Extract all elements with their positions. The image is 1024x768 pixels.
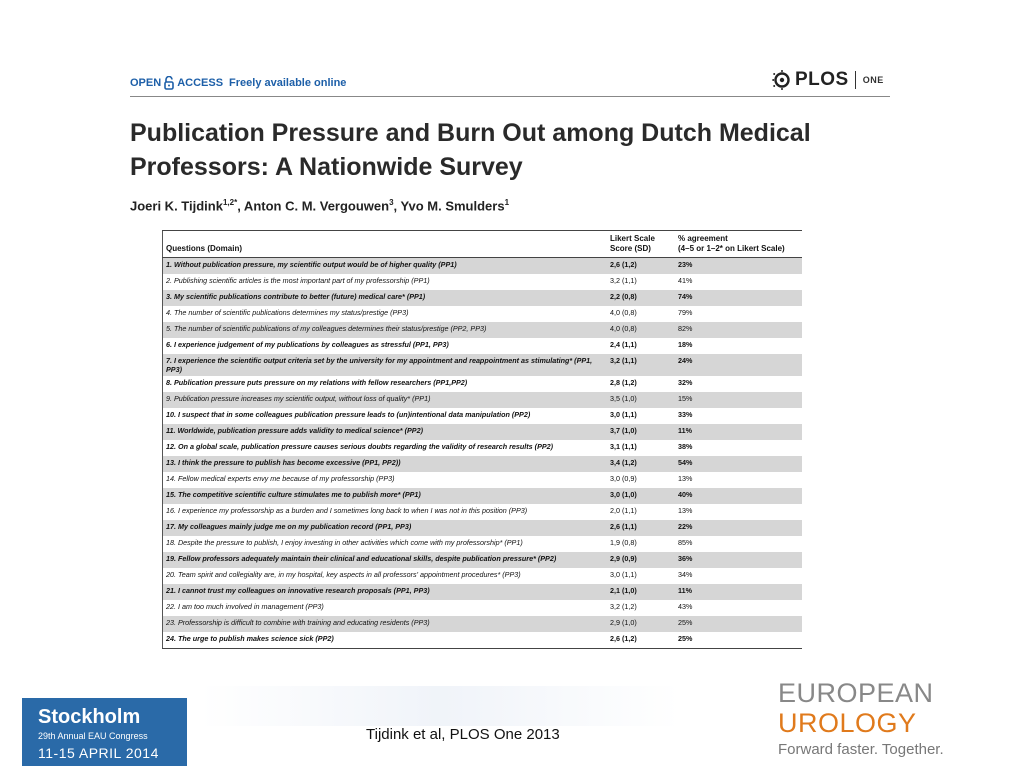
paper-title: Publication Pressure and Burn Out among Dutch Medical Professors: A Nationwide Survey	[130, 119, 811, 181]
agreement-cell: 22%	[675, 520, 802, 536]
question-cell: 18. Despite the pressure to publish, I enjoy investing in other activities which come with my professorship* (PP1)	[166, 538, 523, 547]
score-cell: 2,6 (1,2)	[607, 258, 675, 275]
author-name: , Yvo M. Smulders	[393, 198, 505, 214]
score-cell: 3,4 (1,2)	[607, 456, 675, 472]
agreement-cell: 33%	[678, 410, 693, 419]
open-access-banner	[130, 76, 346, 90]
score-cell: 2,6 (1,1)	[607, 520, 675, 536]
agreement-cell: 24%	[675, 354, 802, 376]
score-cell: 1,9 (0,8)	[610, 538, 637, 547]
table-row	[163, 552, 803, 568]
score-cell: 2,6 (1,2)	[607, 632, 675, 649]
author-list	[130, 198, 509, 213]
table-row	[163, 322, 803, 338]
plos-one-logo	[772, 69, 884, 91]
question-cell: 4. The number of scientific publications determines my status/prestige (PP3)	[166, 308, 409, 317]
score-cell: 2,9 (1,0)	[607, 616, 675, 632]
question-cell: 14. Fellow medical experts envy me because of my professorship (PP3)	[166, 474, 395, 483]
question-cell: 15. The competitive scientific culture stimulates me to publish more* (PP1)	[163, 488, 608, 504]
oa-access-label: ACCESS	[177, 77, 224, 89]
question-cell: 17. My colleagues mainly judge me on my publication record (PP1, PP3)	[163, 520, 608, 536]
question-cell: 6. I experience judgement of my publications by colleagues as stressful (PP1, PP3)	[166, 340, 449, 349]
congress-city: Stockholm	[38, 706, 141, 728]
agreement-cell: 38%	[678, 442, 693, 451]
table-row	[163, 392, 803, 408]
table-row	[163, 440, 803, 456]
score-cell: 2,2 (0,8)	[607, 290, 675, 306]
header-agree-line1: % agreement	[678, 234, 728, 243]
table-row	[163, 354, 803, 376]
header-score-line1: Likert Scale	[610, 234, 655, 243]
table-row	[163, 520, 803, 536]
author-name: Joeri K. Tijdink	[130, 198, 223, 214]
table-row	[163, 504, 803, 520]
table-row	[163, 306, 803, 322]
question-cell: 7. I experience the scientific output criteria set by the university for my appointment and reappointment as stimulating* (PP1, PP3)	[163, 354, 608, 376]
congress-dates: 11-15 APRIL 2014	[38, 745, 159, 761]
eu-logo-line2: UROLOGY	[778, 708, 917, 738]
question-cell: 20. Team spirit and collegiality are, in my hospital, key aspects in all professors' appointment procedures* (PP3)	[166, 570, 521, 579]
open-lock-icon	[164, 76, 174, 90]
logo-divider	[855, 71, 856, 89]
score-cell: 3,0 (1,0)	[607, 488, 675, 504]
score-cell: 3,2 (1,1)	[610, 276, 637, 285]
author-name: , Anton C. M. Vergouwen	[237, 198, 390, 214]
question-cell: 12. On a global scale, publication pressure causes serious doubts regarding the validity of research results (PP2)	[166, 442, 554, 451]
european-urology-logo	[778, 678, 944, 762]
agreement-cell: 11%	[675, 584, 802, 600]
table-row	[163, 424, 803, 440]
table-row	[163, 600, 803, 616]
table-row	[163, 632, 803, 649]
score-cell: 3,0 (0,9)	[610, 474, 637, 483]
plos-word: PLOS	[795, 69, 849, 90]
eu-tagline: Forward faster. Together.	[778, 741, 944, 758]
agreement-cell: 25%	[675, 632, 802, 649]
table-row	[163, 568, 803, 584]
table-row	[163, 338, 803, 354]
agreement-cell: 40%	[675, 488, 802, 504]
agreement-cell: 41%	[678, 276, 693, 285]
agreement-cell: 25%	[675, 616, 802, 632]
oa-open-label: OPEN	[130, 77, 162, 89]
header-agreement	[675, 231, 802, 258]
table-row	[163, 274, 803, 290]
table-header-row	[163, 231, 803, 258]
table-row	[163, 258, 803, 275]
question-cell: 8. Publication pressure puts pressure on my relations with fellow researchers (PP1,PP2)	[166, 378, 468, 387]
table-row	[163, 408, 803, 424]
header-score	[607, 231, 675, 258]
table-row	[163, 616, 803, 632]
score-cell: 3,2 (1,2)	[610, 602, 637, 611]
score-cell: 2,4 (1,1)	[610, 340, 637, 349]
score-cell: 3,7 (1,0)	[607, 424, 675, 440]
question-cell: 16. I experience my professorship as a burden and I sometimes long back to when I was not in this position (PP3)	[166, 506, 528, 515]
question-cell: 22. I am too much involved in management (PP3)	[166, 602, 324, 611]
question-cell: 11. Worldwide, publication pressure adds validity to medical science* (PP2)	[163, 424, 608, 440]
table-row	[163, 472, 803, 488]
table-row	[163, 290, 803, 306]
score-cell: 2,9 (0,9)	[607, 552, 675, 568]
score-cell: 3,5 (1,0)	[607, 392, 675, 408]
table-row	[163, 536, 803, 552]
congress-badge	[22, 698, 187, 766]
header-score-line2: Score (SD)	[610, 244, 651, 253]
plos-mark-icon	[772, 70, 792, 90]
agreement-cell: 43%	[678, 602, 693, 611]
question-cell: 10. I suspect that in some colleagues publication pressure leads to (un)intentional data manipulation (PP2)	[166, 410, 531, 419]
table-row	[163, 584, 803, 600]
score-cell: 4,0 (0,8)	[607, 322, 675, 338]
agreement-cell: 18%	[678, 340, 693, 349]
eu-logo-line1: EUROPEAN	[778, 678, 934, 708]
agreement-cell: 36%	[675, 552, 802, 568]
score-cell: 3,0 (1,1)	[610, 410, 637, 419]
congress-name: 29th Annual EAU Congress	[38, 731, 148, 741]
table-row	[163, 488, 803, 504]
header-divider	[130, 96, 890, 97]
plos-one-label: ONE	[862, 75, 884, 85]
agreement-cell: 13%	[678, 506, 693, 515]
score-cell: 3,1 (1,1)	[610, 442, 637, 451]
question-cell: 3. My scientific publications contribute to better (future) medical care* (PP1)	[163, 290, 608, 306]
table-row	[163, 376, 803, 392]
oa-freely-label: Freely available online	[229, 77, 347, 89]
score-cell: 3,0 (1,1)	[610, 570, 637, 579]
question-cell: 9. Publication pressure increases my scientific output, without loss of quality* (PP1)	[163, 392, 608, 408]
agreement-cell: 32%	[678, 378, 693, 387]
slide-citation: Tijdink et al, PLOS One 2013	[366, 726, 560, 743]
score-cell: 4,0 (0,8)	[610, 308, 637, 317]
question-cell: 21. I cannot trust my colleagues on innovative research proposals (PP1, PP3)	[163, 584, 608, 600]
table-row	[163, 456, 803, 472]
score-cell: 3,2 (1,1)	[607, 354, 675, 376]
header-agree-line2: (4–5 or 1–2* on Likert Scale)	[678, 244, 785, 253]
question-cell: 1. Without publication pressure, my scientific output would be of higher quality (PP1)	[163, 258, 608, 275]
survey-table	[162, 230, 802, 649]
author-affiliation: 1,2*	[222, 198, 238, 207]
agreement-cell: 13%	[678, 474, 693, 483]
author-affiliation: 3	[389, 198, 394, 207]
agreement-cell: 54%	[675, 456, 802, 472]
question-cell: 2. Publishing scientific articles is the most important part of my professorship (PP1)	[166, 276, 430, 285]
question-cell: 23. Professorship is difficult to combine with training and educating residents (PP3)	[163, 616, 608, 632]
question-cell: 19. Fellow professors adequately maintain their clinical and educational skills, despite publication pressure* (PP2)	[163, 552, 608, 568]
agreement-cell: 82%	[675, 322, 802, 338]
header-question: Questions (Domain)	[163, 231, 608, 258]
score-cell: 2,0 (1,1)	[610, 506, 637, 515]
agreement-cell: 15%	[675, 392, 802, 408]
question-cell: 24. The urge to publish makes science sick (PP2)	[163, 632, 608, 649]
author-affiliation: 1	[504, 198, 510, 207]
agreement-cell: 34%	[678, 570, 693, 579]
watermark-background	[200, 686, 680, 726]
agreement-cell: 23%	[675, 258, 802, 275]
agreement-cell: 11%	[675, 424, 802, 440]
agreement-cell: 74%	[675, 290, 802, 306]
agreement-cell: 85%	[678, 538, 693, 547]
question-cell: 13. I think the pressure to publish has become excessive (PP1, PP2))	[163, 456, 608, 472]
question-cell: 5. The number of scientific publications of my colleagues determines their status/prestige (PP2, PP3)	[163, 322, 608, 338]
score-cell: 2,8 (1,2)	[610, 378, 637, 387]
agreement-cell: 79%	[678, 308, 693, 317]
score-cell: 2,1 (1,0)	[607, 584, 675, 600]
